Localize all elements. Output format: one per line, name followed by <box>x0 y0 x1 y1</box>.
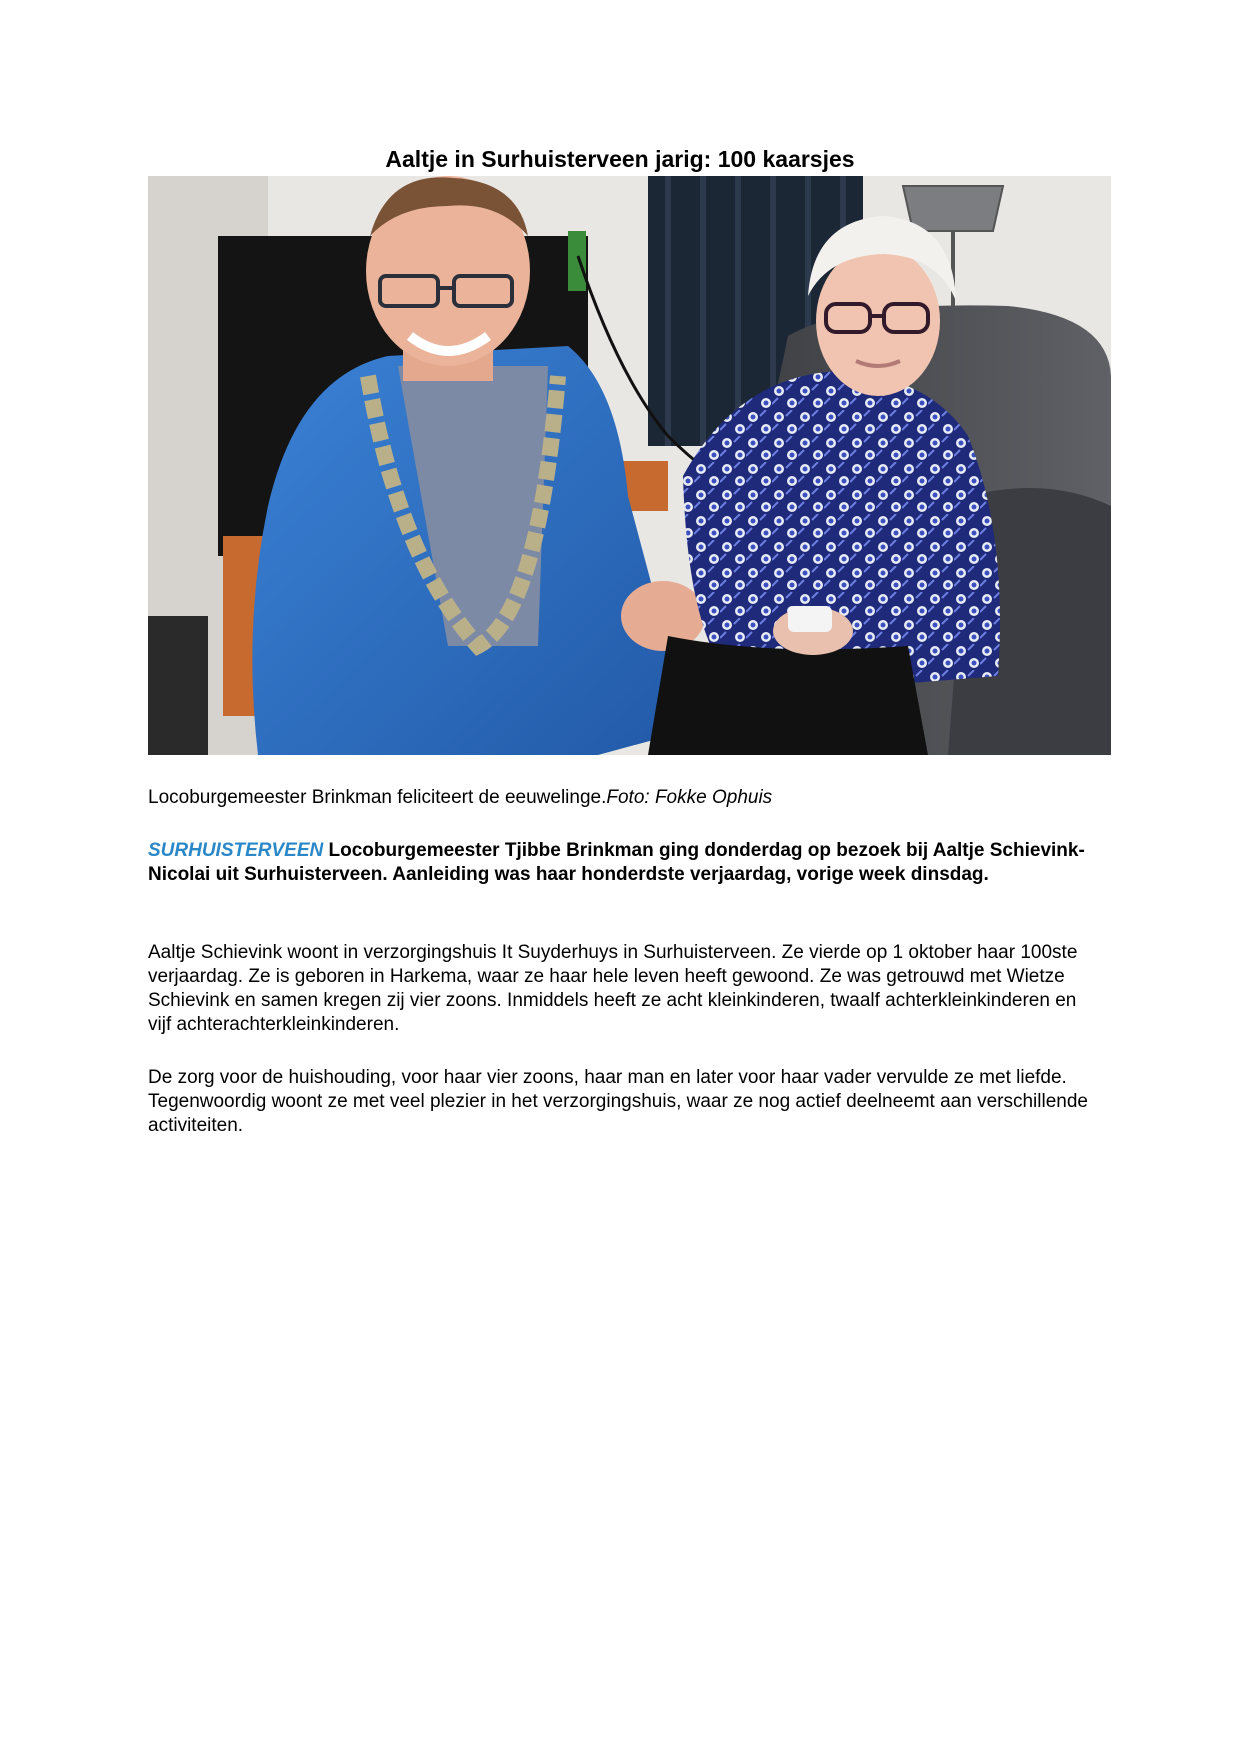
article-photo <box>148 176 1111 755</box>
photo-caption <box>148 786 1108 810</box>
caption-text: Locoburgemeester Brinkman feliciteert de eeuwelinge. <box>148 787 607 808</box>
dateline: SURHUISTERVEEN <box>148 840 324 861</box>
body-paragraph-1: Aaltje Schievink woont in verzorgingshuis It Suyderhuys in Surhuisterveen. Ze vierde op 1 oktober haar 100ste verjaardag. Ze is geboren in Harkema, waar ze haar hele leven heeft gewoond. Ze was getrouwd met Wietze Schievink en samen kregen zij vier zoons. Inmiddels heeft ze acht kleinkinderen, twaalf achterkleinkinderen en vijf achterachterkleinkinderen. <box>148 942 1078 1035</box>
article-title: Aaltje in Surhuisterveen jarig: 100 kaarsjes <box>385 146 855 172</box>
lead-paragraph <box>148 839 1098 887</box>
body-paragraph-2: De zorg voor de huishouding, voor haar vier zoons, haar man en later voor haar vader vervulde ze met liefde. Tegenwoordig woont ze met veel plezier in het verzorgingshuis, waar ze nog actief deelneemt aan verschillende activiteiten. <box>148 1067 1088 1136</box>
lead-text: Locoburgemeester Tjibbe Brinkman ging donderdag op bezoek bij Aaltje Schievink-Nicolai uit Surhuisterveen. Aanleiding was haar honderdste verjaardag, vorige week dinsdag. <box>148 840 1085 885</box>
photo-credit: Foto: Fokke Ophuis <box>606 787 773 808</box>
